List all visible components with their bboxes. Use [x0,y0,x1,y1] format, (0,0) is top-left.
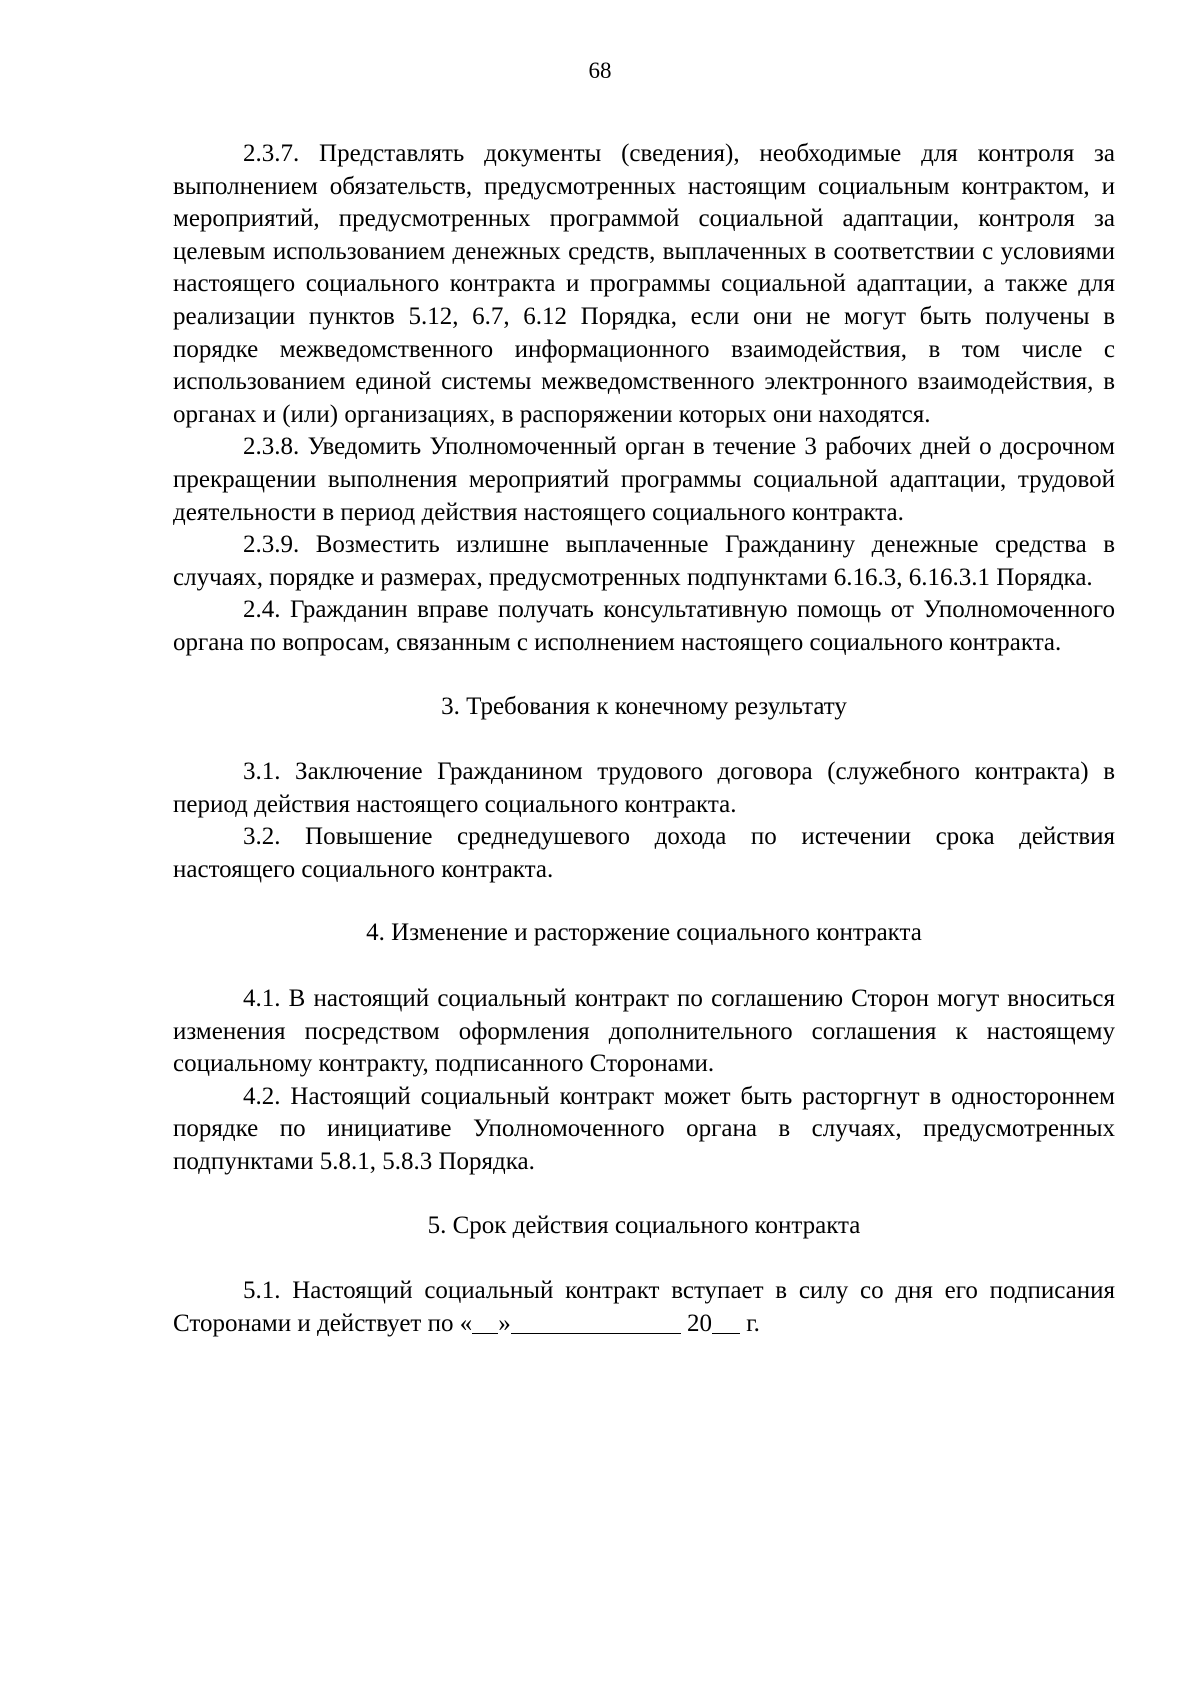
paragraph-4-1: 4.1. В настоящий социальный контракт по соглашению Сторон могут вноситься изменения посредством оформления дополнительного соглашения к настоящему социальному контракту, подписанного Сторонами. [173,985,1115,1078]
paragraph-2-3-9: 2.3.9. Возместить излишне выплаченные Гражданину денежные средства в случаях, порядке и размерах, предусмотренных подпунктами 6.16.3, 6.16.3.1 Порядка. [173,531,1115,591]
page-number: 68 [588,58,612,83]
day-blank-field[interactable] [472,1308,498,1334]
paragraph-3-1: 3.1. Заключение Гражданином трудового договора (служебного контракта) в период действия настоящего социального контракта. [173,758,1115,818]
section-heading-5: 5. Срок действия социального контракта [427,1211,861,1239]
year-blank-field[interactable] [712,1308,740,1334]
document-body [173,138,1115,1340]
paragraph-5-1 [173,1275,1115,1340]
quote-close: » [498,1309,511,1337]
paragraph-4-2: 4.2. Настоящий социальный контракт может быть расторгнут в одностороннем порядке по инициативе Уполномоченного органа в случаях, предусмотренных подпунктами 5.8.1, 5.8.3 Порядка. [173,1082,1115,1176]
section-heading-3: 3. Требования к конечному результату [441,692,847,720]
paragraph-3-2: 3.2. Повышение среднедушевого дохода по истечении срока действия настоящего социального контракта. [173,823,1115,883]
year-suffix: г. [739,1309,760,1337]
year-prefix: 20 [680,1309,712,1337]
paragraph-2-3-8: 2.3.8. Уведомить Уполномоченный орган в течение 3 рабочих дней о досрочном прекращении выполнения мероприятий программы социальной адаптации, трудовой деятельности в период действия настоящего социального контракта. [173,433,1115,526]
section-heading-4: 4. Изменение и расторжение социального контракта [366,919,922,947]
month-blank-field[interactable] [511,1308,681,1334]
paragraph-5-1-text: 5.1. Настоящий социальный контракт вступает в силу со дня его подписания Сторонами и действует по « [173,1277,1115,1337]
paragraph-2-4: 2.4. Гражданин вправе получать консультативную помощь от Уполномоченного органа по вопросам, связанным с исполнением настоящего социального контракта. [173,596,1115,656]
paragraph-2-3-7: 2.3.7. Представлять документы (сведения), необходимые для контроля за выполнением обязательств, предусмотренных настоящим социальным контрактом, и мероприятий, предусмотренных программой социальной адаптации, контроля за целевым использованием денежных средств, выплаченных в соответствии с условиями настоящего социального контракта и программы социальной адаптации, а также для реализации пунктов 5.12, 6.7, 6.12 Порядка, если они не могут быть получены в порядке межведомственного информационного взаимодействия, в том числе с использованием единой системы межведомственного электронного взаимодействия, в органах и (или) организациях, в распоряжении которых они находятся. [173,140,1115,428]
